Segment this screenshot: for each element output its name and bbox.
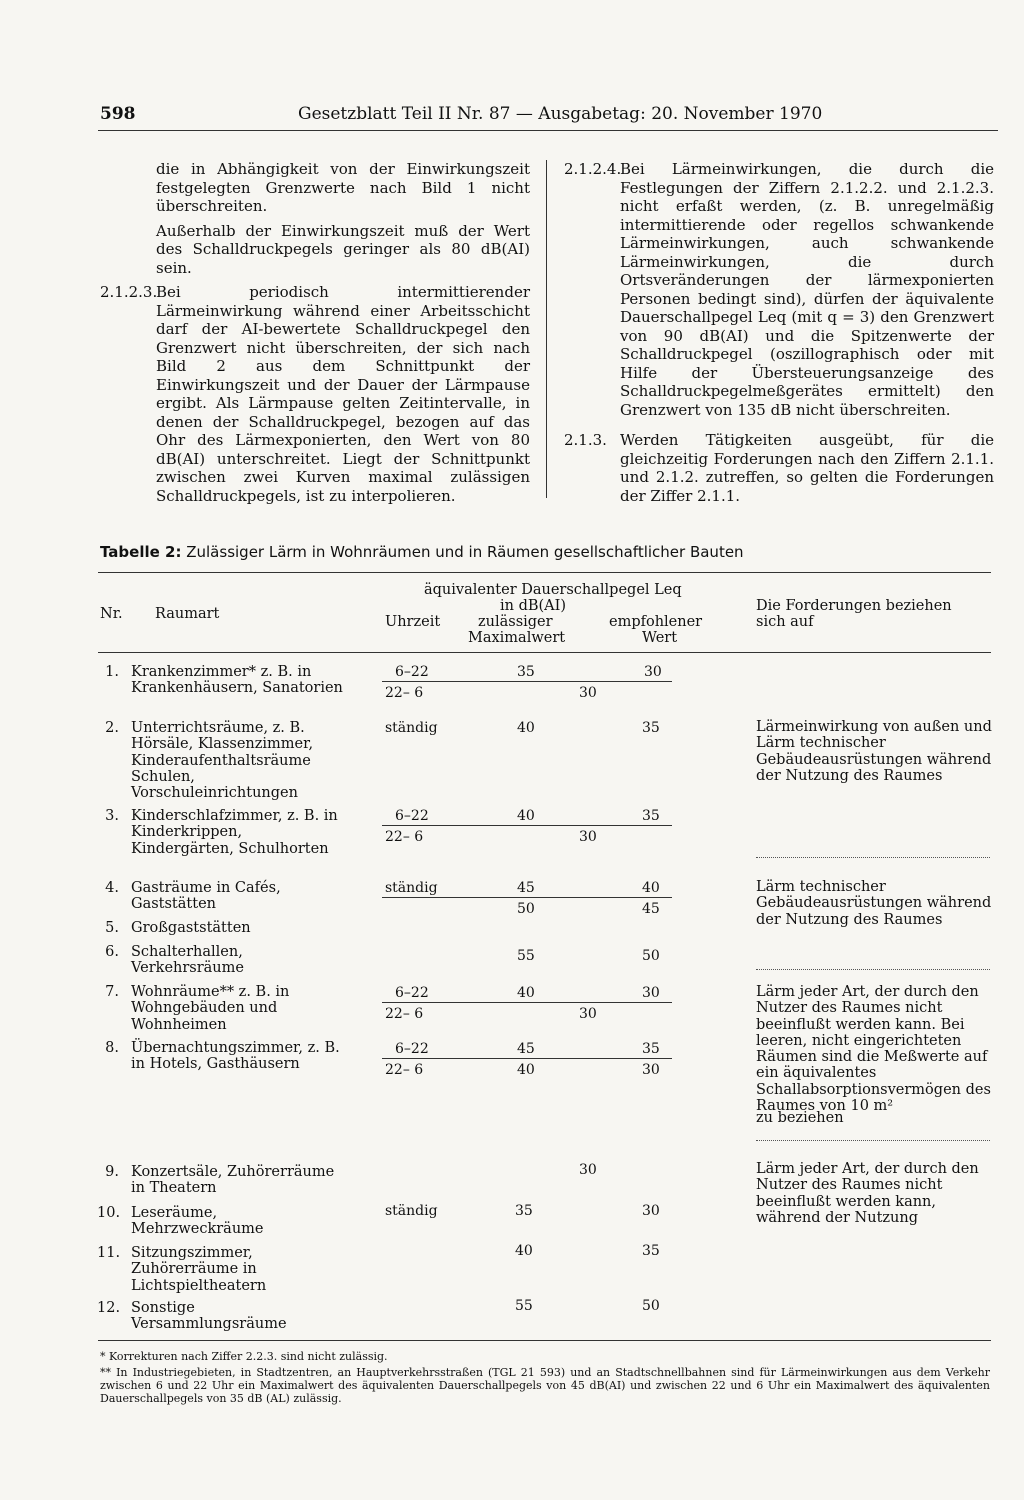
section-2-1-3: [564, 431, 994, 505]
row-max: 55: [517, 948, 535, 964]
row-number: 1.: [105, 664, 119, 680]
table-caption-label: Tabelle 2:: [100, 543, 182, 561]
row-max: 40: [517, 808, 535, 824]
row-time: 6–22: [395, 808, 429, 824]
row-room: Leseräume, Mehrzweckräume: [131, 1205, 264, 1238]
row-max: 40: [517, 720, 535, 736]
table-header-rule: [98, 652, 991, 653]
table-bottom-rule: [98, 1340, 991, 1341]
row-number: 12.: [97, 1300, 121, 1316]
page-number: 598: [100, 104, 136, 124]
row-number: 3.: [105, 808, 119, 824]
header-zulaessiger: zulässiger: [478, 614, 553, 630]
row-recommended: 30: [644, 664, 662, 680]
section-2-1-2-3: [100, 283, 530, 505]
section-number: 2.1.2.3.: [100, 283, 158, 301]
row-number: 7.: [105, 984, 119, 1000]
row-number: 4.: [105, 880, 119, 896]
row-time: 22– 6: [385, 1062, 424, 1078]
row-room: Sitzungszimmer, Zuhörerräume in Lichtspieltheatern: [131, 1245, 267, 1294]
header-forderungen: Die Forderungen beziehen: [756, 598, 952, 614]
dotted-separator: [756, 1140, 990, 1141]
row-room: Übernachtungszimmer, z. B. in Hotels, Gasthäusern: [131, 1040, 340, 1073]
row-value: 30: [579, 829, 597, 845]
header-unit: in dB(AI): [500, 598, 567, 614]
section-2-1-2-4: [564, 160, 994, 419]
section-text: Werden Tätigkeiten ausgeübt, für die gleichzeitig Forderungen nach den Ziffern 2.1.1. und 2.1.2. zutreffen, so gelten die Forderungen der Ziffer 2.1.1.: [620, 431, 994, 505]
header-raumart: Raumart: [155, 606, 220, 622]
row-recommended: 35: [642, 1041, 660, 1057]
section-number: 2.1.3.: [564, 431, 607, 449]
header-maximalwert: Maximalwert: [468, 630, 566, 646]
paragraph: [100, 160, 530, 216]
row-max: 55: [515, 1298, 533, 1314]
header-rule: [98, 130, 998, 131]
row-max: 35: [517, 664, 535, 680]
row-value: 30: [579, 685, 597, 701]
dotted-separator: [756, 969, 990, 970]
row-recommended: 30: [642, 1062, 660, 1078]
left-column: [100, 160, 530, 511]
header-uhrzeit: Uhrzeit: [385, 614, 441, 630]
row-recommended: 30: [642, 1203, 660, 1219]
requirement-note: Lärm jeder Art, der durch den Nutzer des Raumes nicht beeinflußt werden kann, während der Nutzung: [756, 1161, 979, 1226]
requirement-note: Lärm technischer Gebäudeausrüstungen während der Nutzung des Raumes: [756, 879, 992, 928]
row-max: 40: [517, 985, 535, 1001]
row-time: 6–22: [395, 1041, 429, 1057]
row-time: 6–22: [395, 985, 429, 1001]
row-room: Krankenzimmer* z. B. in Krankenhäusern, Sanatorien: [131, 664, 343, 697]
row-room: Schalterhallen, Verkehrsräume: [131, 944, 244, 977]
row-room: Kinderschlafzimmer, z. B. in Kinderkrippen, Kindergärten, Schulhorten: [131, 808, 338, 857]
section-text: Bei Lärmeinwirkungen, die durch die Festlegungen der Ziffern 2.1.2.2. und 2.1.2.3. nicht erfaßt werden, (z. B. unregelmäßig intermittierende oder regellos schwankende Lärmeinwirkungen, auch schwankende Lärmeinwirkungen, die durch Ortsveränderungen der lärmexponierten Personen bedingt sind), dürfen der äquivalente Dauerschallpegel Leq (mit q = 3) den Grenzwert von 90 dB(AI) und die Spitzenwerte der Schalldruckpegel (oszillographisch oder mit Hilfe der Übersteuerungsanzeige des Schalldruckpegelmeßgerätes ermittelt) den Grenzwert von 135 dB nicht überschreiten.: [620, 160, 994, 419]
row-recommended: 35: [642, 808, 660, 824]
row-time: 22– 6: [385, 685, 424, 701]
footnote-2: ** In Industriegebieten, in Stadtzentren, an Hauptverkehrsstraßen (TGL 21 593) und an Stadtschnellbahnen sind für Lärmeinwirkungen aus dem Verkehr zwischen 6 und 22 Uhr ein Maximalwert des äquivalenten Dauerschallpegels von 45 dB(AI) und zwischen 22 und 6 Uhr ein Maximalwert des äquivalenten Dauerschallpegels von 35 dB (AL) zulässig.: [100, 1366, 990, 1405]
row-room: Konzertsäle, Zuhörerräume in Theatern: [131, 1164, 335, 1197]
header-leq: äquivalenter Dauerschallpegel Leq: [424, 582, 682, 598]
row-recommended: 35: [642, 1243, 660, 1259]
row-number: 5.: [105, 920, 119, 936]
row-room: Unterrichtsräume, z. B. Hörsäle, Klassenzimmer, Kinderaufenthaltsräume Schulen, Vorschuleinrichtungen: [131, 720, 314, 802]
row-max: 40: [515, 1243, 533, 1259]
row-number: 6.: [105, 944, 119, 960]
row-recommended: 45: [642, 901, 660, 917]
row-time: 22– 6: [385, 1006, 424, 1022]
row-recommended: 30: [642, 985, 660, 1001]
row-number: 2.: [105, 720, 119, 736]
row-divider: [382, 897, 672, 898]
row-recommended: 50: [642, 1298, 660, 1314]
row-number: 11.: [97, 1245, 121, 1261]
dotted-separator: [756, 857, 990, 858]
section-number: 2.1.2.4.: [564, 160, 622, 178]
header-sich-auf: sich auf: [756, 614, 814, 630]
row-room: Wohnräume** z. B. in Wohngebäuden und Wohnheimen: [131, 984, 290, 1033]
row-divider: [382, 1058, 672, 1059]
right-column: [564, 160, 994, 511]
paragraph: [100, 222, 530, 278]
row-room: Großgaststätten: [131, 920, 251, 936]
row-number: 10.: [97, 1205, 121, 1221]
table-caption: [100, 543, 744, 561]
row-time: ständig: [385, 720, 438, 736]
column-divider: [546, 160, 547, 498]
row-time: 22– 6: [385, 829, 424, 845]
row-time: ständig: [385, 1203, 438, 1219]
row-room: Gasträume in Cafés, Gaststätten: [131, 880, 281, 913]
row-time: 6–22: [395, 664, 429, 680]
row-recommended: 40: [642, 880, 660, 896]
requirement-note-end: zu beziehen: [756, 1110, 844, 1126]
row-recommended: 35: [642, 720, 660, 736]
footnote-1: * Korrekturen nach Ziffer 2.2.3. sind nicht zulässig.: [100, 1350, 388, 1363]
row-number: 9.: [105, 1164, 119, 1180]
row-value: 30: [579, 1162, 597, 1178]
header-empfohlener: empfohlener: [609, 614, 703, 630]
row-max: 45: [517, 880, 535, 896]
paragraph-text: Außerhalb der Einwirkungszeit muß der Wert des Schalldruckpegels geringer als 80 dB(AI) sein.: [156, 221, 530, 277]
requirement-note: Lärmeinwirkung von außen und Lärm technischer Gebäudeausrüstungen während der Nutzung des Raumes: [756, 719, 992, 784]
row-number: 8.: [105, 1040, 119, 1056]
table-caption-text: Zulässiger Lärm in Wohnräumen und in Räumen gesellschaftlicher Bauten: [186, 543, 744, 561]
header-wert: Wert: [642, 630, 678, 646]
page-header-title: Gesetzblatt Teil II Nr. 87 — Ausgabetag: 20. November 1970: [298, 104, 823, 124]
requirement-note: Lärm jeder Art, der durch den Nutzer des Raumes nicht beeinflußt werden kann. Bei leeren, nicht eingerichteten Räumen sind die Meßwerte auf ein äquivalentes Schallabsorptionsvermögen des Raumes von 10 m²: [756, 984, 991, 1115]
row-divider: [382, 825, 672, 826]
section-text: Bei periodisch intermittierender Lärmeinwirkung während einer Arbeitsschicht darf der AI-bewertete Schalldruckpegel den Grenzwert nicht überschreiten, der sich nach Bild 2 aus dem Schnittpunkt der Einwirkungszeit und der Dauer der Lärmpause ergibt. Als Lärmpause gelten Zeitintervalle, in denen der Schalldruckpegel, bezogen auf das Ohr des Lärmexponierten, den Wert von 80 dB(AI) unterschreitet. Liegt der Schnittpunkt zwischen zwei Kurven maximal zulässigen Schalldruckpegels, ist zu interpolieren.: [156, 283, 530, 505]
row-max: 35: [515, 1203, 533, 1219]
row-divider: [382, 1002, 672, 1003]
paragraph-text: die in Abhängigkeit von der Einwirkungszeit festgelegten Grenzwerte nach Bild 1 nicht überschreiten.: [156, 160, 530, 215]
row-value: 30: [579, 1006, 597, 1022]
row-max: 50: [517, 901, 535, 917]
row-divider: [382, 681, 672, 682]
row-max: 40: [517, 1062, 535, 1078]
row-time: ständig: [385, 880, 438, 896]
row-recommended: 50: [642, 948, 660, 964]
table-top-rule: [98, 572, 991, 573]
row-max: 45: [517, 1041, 535, 1057]
header-nr: Nr.: [100, 606, 123, 622]
row-room: Sonstige Versammlungsräume: [131, 1300, 287, 1333]
